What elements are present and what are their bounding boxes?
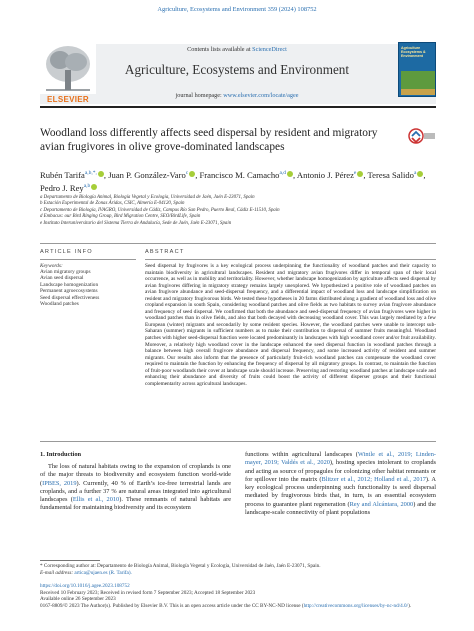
author-affiliation-marker: a [413,170,417,176]
body-text: ). A key ecological process underpinning such functionality is seed dispersal mediated by frugivorous birds that, in turn, is an essential ecosystem process to guarantee plant regeneration ( [245,475,436,508]
license-link[interactable]: http://creativecommons.org/licenses/by-nc-nd/4.0/ [303,602,409,609]
keyword-item: Landscape homogenization [40,281,99,288]
author-name: Pedro J. Rey [40,183,84,194]
sciencedirect-link[interactable]: ScienceDirect [252,46,287,53]
author-name: Teresa Salido [367,169,414,180]
citation-link[interactable]: Ellis et al., 2010 [72,496,120,504]
article-title: Woodland loss differently affects seed dispersal by resident and migratory avian frugivores in olive grove-dominated landscapes [40,127,378,153]
keywords-label: Keywords: [40,263,63,269]
copyright-prefix: 0167-8809/© 2023 The Author(s). Published by Elsevier B.V. This is an open access article under the CC BY-NC-ND license ( [40,602,304,609]
author-affiliation-marker: c [185,170,189,176]
author[interactable] [40,183,97,193]
author-affiliation-marker: a,b,*, [84,170,97,176]
doi-link[interactable]: https://doi.org/10.1016/j.agee.2023.108752 [40,583,130,589]
homepage-link[interactable]: www.elsevier.com/locate/agee [223,92,299,99]
body-text: ) and the landscape-scale connectivity of plant populations [245,500,436,517]
corresponding-author-note: * Corresponding author at: Departamento de Biología Animal, Biología Vegetal y Ecología, Universidad de Jaén, Jaén E-23071, Spain. [40,563,321,569]
homepage-prefix: journal homepage: [175,92,224,99]
article-history: Received 10 February 2023; Received in revised form 7 September 2023; Accepted 18 September 2023 [40,589,256,596]
affiliations [40,195,436,227]
author-name: Antonio J. Pérez [296,169,354,180]
keyword-item: Permanent agroecosystems [40,288,98,295]
email-link[interactable]: artica@ujaen.es (R. Tarifa). [74,569,132,576]
author[interactable] [40,170,104,180]
author-list: Rubén Tarifa$^{a,b,*,}$ , Juan P. González-Varo$^c$ , Francisco M. Camacho$^{a,d}$ , Antonio J. Pérez$^e$ , Teresa Salido$^a$ , Pedro J. Rey$^{a,b}$ [40,169,426,194]
journal-reference[interactable]: Agriculture, Ecosystems and Environment 359 (2024) 108752 [157,6,317,13]
available-online: Available online 26 September 2023 [40,596,116,603]
front-matter-rule [40,243,436,244]
keyword-list [40,269,140,307]
abstract-rule [145,259,436,260]
cover-image-band-lower [401,89,435,95]
author[interactable] [368,170,424,180]
introduction-left-column [40,463,231,513]
body-text: ), hosting species intolerant to croplands and acting as source of propagules for colonizing other habitat remnants or for spillover into the matrix ( [245,459,436,483]
copyright-line [40,603,436,610]
author-affiliation-marker: e [353,170,357,176]
citation-link[interactable]: Rey and Alcántara, 2000 [349,500,414,508]
introduction-right-column [245,451,436,517]
affiliation-line: d Embacus: our Bird Ringing Group, Bird Migration Centre, SEO/BirdLife, Spain [40,214,201,220]
keyword-item: Seed dispersal effectiveness [40,294,100,301]
author-name: Juan P. González-Varo [108,169,186,180]
copyright-suffix: ). [408,602,412,609]
publisher-wordmark: ELSEVIER [47,95,89,104]
author[interactable] [108,170,195,180]
orcid-icon[interactable] [189,171,195,177]
affiliation-line: a Departamento de Biología Animal, Biología Vegetal y Ecología, Universidad de Jaén, Jaén E-23071, Spain [40,195,255,200]
email-line [40,570,436,577]
email-label: E-mail address: [40,569,75,576]
introduction-heading: 1. Introduction [40,451,82,458]
body-text: ). These remnants of natural habitats are fundamental for maintaining biodiversity and its ecosystem [40,496,232,512]
abstract-bottom-rule [40,441,436,442]
citation-link[interactable]: Wintle et al., 2019; Linden-mayer, 2019; Valdés et al., 2020 [245,451,436,467]
keyword-item: Avian seed dispersal [40,275,84,282]
orcid-icon[interactable] [417,171,423,177]
corresponding-author-footnote [40,563,436,576]
orcid-icon[interactable] [98,171,104,177]
header-rule [40,106,436,108]
article-info-heading: ARTICLE INFO [40,249,93,255]
journal-title: Agriculture, Ecosystems and Environment [124,62,350,77]
body-text: The loss of natural habitats owing to the expansion of croplands is one of the major threats to biodiversity and ecosystem function world-wide ( [40,463,231,487]
author-affiliation-marker: a,d [279,170,287,176]
cover-image-band [401,71,435,89]
affiliation-line: c Departamento de Biología, IVAGRO, Universidad de Cádiz, Campus Río San Pedro, Puerto Real, Cádiz E-11510, Spain [40,207,280,213]
body-text: functions within agricultural landscapes ( [245,451,358,458]
cover-title: Agriculture Ecosystems & Environment [401,46,426,59]
affiliation-line: e Instituto Interuniversitario del Sistema Tierra de Andalucía, Sede de Jaén, Jaén E-23071, Spain [40,220,232,226]
abstract-text: Seed dispersal by frugivores is a key ecological process underpinning the functionality of woodland patches and their capacity to maintain biodiversity in agricultural landscapes. Resident and migratory avian frugivores differ in temporal span of their local occurrence, as well as in mobility and territoriality. However, whether landscape homogenization by agriculture affects seed dispersal by avian frugivores differing in migratory strategy remains largely unexplored. We hypothesized a positive role of woodland patches on avian frugivore abundance and seed-dispersal frequency, and a differential impact of woodland loss and landscape simplification on resident and migratory frugivorous birds. We tested these hypotheses in 20 farms distributed along a gradient of woodland loss and olive cropland expansion in south Spain, considering woodland patches and olive fields as two habitats to survey avian frugivore abundance and frequency of seed dispersal. We confirmed that both the abundance and seed-dispersal frequency of avian frugivores were higher in woodland patches than in olive fields, and also that both decayed with decreasing woodland cover. This was largely mediated by a few European (winter) migrants and secondarily by some resident species. However, the woodland patches were unable to intercept sub-Saharan (summer) migrants in sufficient numbers as to make their contribution to dispersal of summer fruits meaningful. Woodland patches with higher seed-dispersal function were located predominantly in landscapes with high woodland cover and/or fruit availability. Moreover, a relatively high woodland cover in the landscape enhanced the seed dispersal function in woodland patches through a balance between high overall frugivore abundance and dispersal frequency, and some increased activity of resident and summer migrants. Our results also inform that the presence of particularly fruit-rich woodland patches can compensate the woodland cover required to maintain the function by enhancing the frequency of dispersal by all migratory groups. In contrast, to maintain the function of fruit-poor woodlands their cover at landscape scale should increase. Preserving and restoring woodland patches at landscape scale and enhancing their abundance and diversity of fruits could boost the activity of different disperser groups and their functional complementarity across agricultural landscapes. [145,263,436,387]
author[interactable] [200,170,294,180]
affiliation-line: b Estación Experimental de Zonas Áridas, CSIC, Almería E-04120, Spain [40,201,185,207]
author[interactable] [297,170,364,180]
body-text: ). Currently, 40 % of Earth’s ice-free terrestrial lands are croplands, and a further 37 % are natural areas integrated into agricultural landscapes ( [40,479,232,504]
crossmark-icon[interactable] [408,127,436,149]
keyword-item: Woodland patches [40,301,79,308]
publication-info [40,583,436,609]
contents-prefix: Contents lists available at [187,46,253,53]
author-affiliation-marker: a,b [83,183,91,190]
journal-cover-thumbnail[interactable] [398,42,436,97]
orcid-icon[interactable] [287,171,293,177]
citation-link[interactable]: Blitzer et al., 2012; Holland et al., 2017 [321,475,426,483]
citation-link[interactable]: IPBES, 2019 [42,479,77,487]
footnote-rule [40,560,100,561]
author-name: Francisco M. Camacho [199,169,280,180]
keyword-item: Avian migratory groups [40,269,91,275]
orcid-icon[interactable] [91,184,97,190]
author-name: Rubén Tarifa [40,169,85,180]
orcid-icon[interactable] [357,171,363,177]
abstract-heading: ABSTRACT [145,249,185,255]
article-info-rule [40,259,136,260]
